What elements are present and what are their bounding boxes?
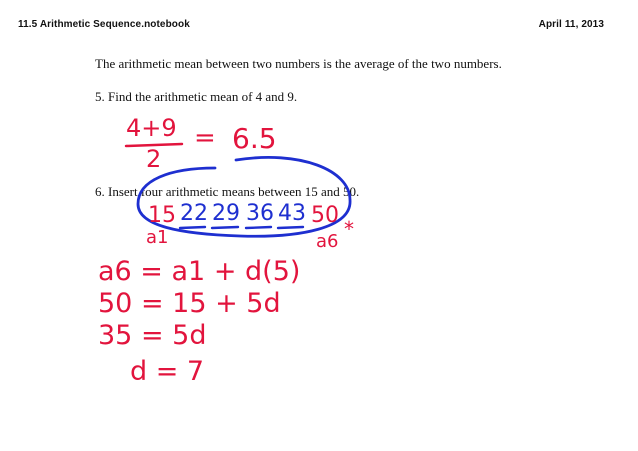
underline-term-4: [246, 227, 271, 228]
star-mark: *: [344, 217, 354, 241]
intro-text: The arithmetic mean between two numbers is the average of the two numbers.: [95, 56, 502, 71]
term-1: 15: [148, 203, 176, 228]
page-date: April 11, 2013: [538, 19, 604, 30]
label-a6: a6: [316, 231, 339, 252]
question-5: 5. Find the arithmetic mean of 4 and 9.: [95, 89, 298, 104]
underline-term-5: [278, 227, 303, 228]
term-2: 22: [180, 201, 208, 226]
notebook-title: 11.5 Arithmetic Sequence.notebook: [18, 19, 190, 30]
q5-equals: =: [194, 123, 216, 153]
term-6: 50: [311, 203, 339, 228]
q5-result: 6.5: [232, 122, 277, 155]
question-6: 6. Insert four arithmetic means between 15 and 50.: [95, 184, 360, 199]
work-line-2: 50 = 15 + 5d: [98, 288, 281, 319]
term-4: 36: [246, 201, 274, 226]
q5-denominator: 2: [146, 145, 162, 173]
label-a1: a1: [146, 227, 169, 248]
work-line-3: 35 = 5d: [98, 320, 207, 351]
term-5: 43: [278, 201, 306, 226]
underline-term-3: [212, 227, 238, 228]
q5-numerator: 4+9: [126, 114, 177, 142]
underline-term-2: [180, 227, 205, 228]
work-line-4: d = 7: [130, 356, 205, 387]
term-3: 29: [212, 201, 240, 226]
work-line-1: a6 = a1 + d(5): [98, 256, 301, 287]
